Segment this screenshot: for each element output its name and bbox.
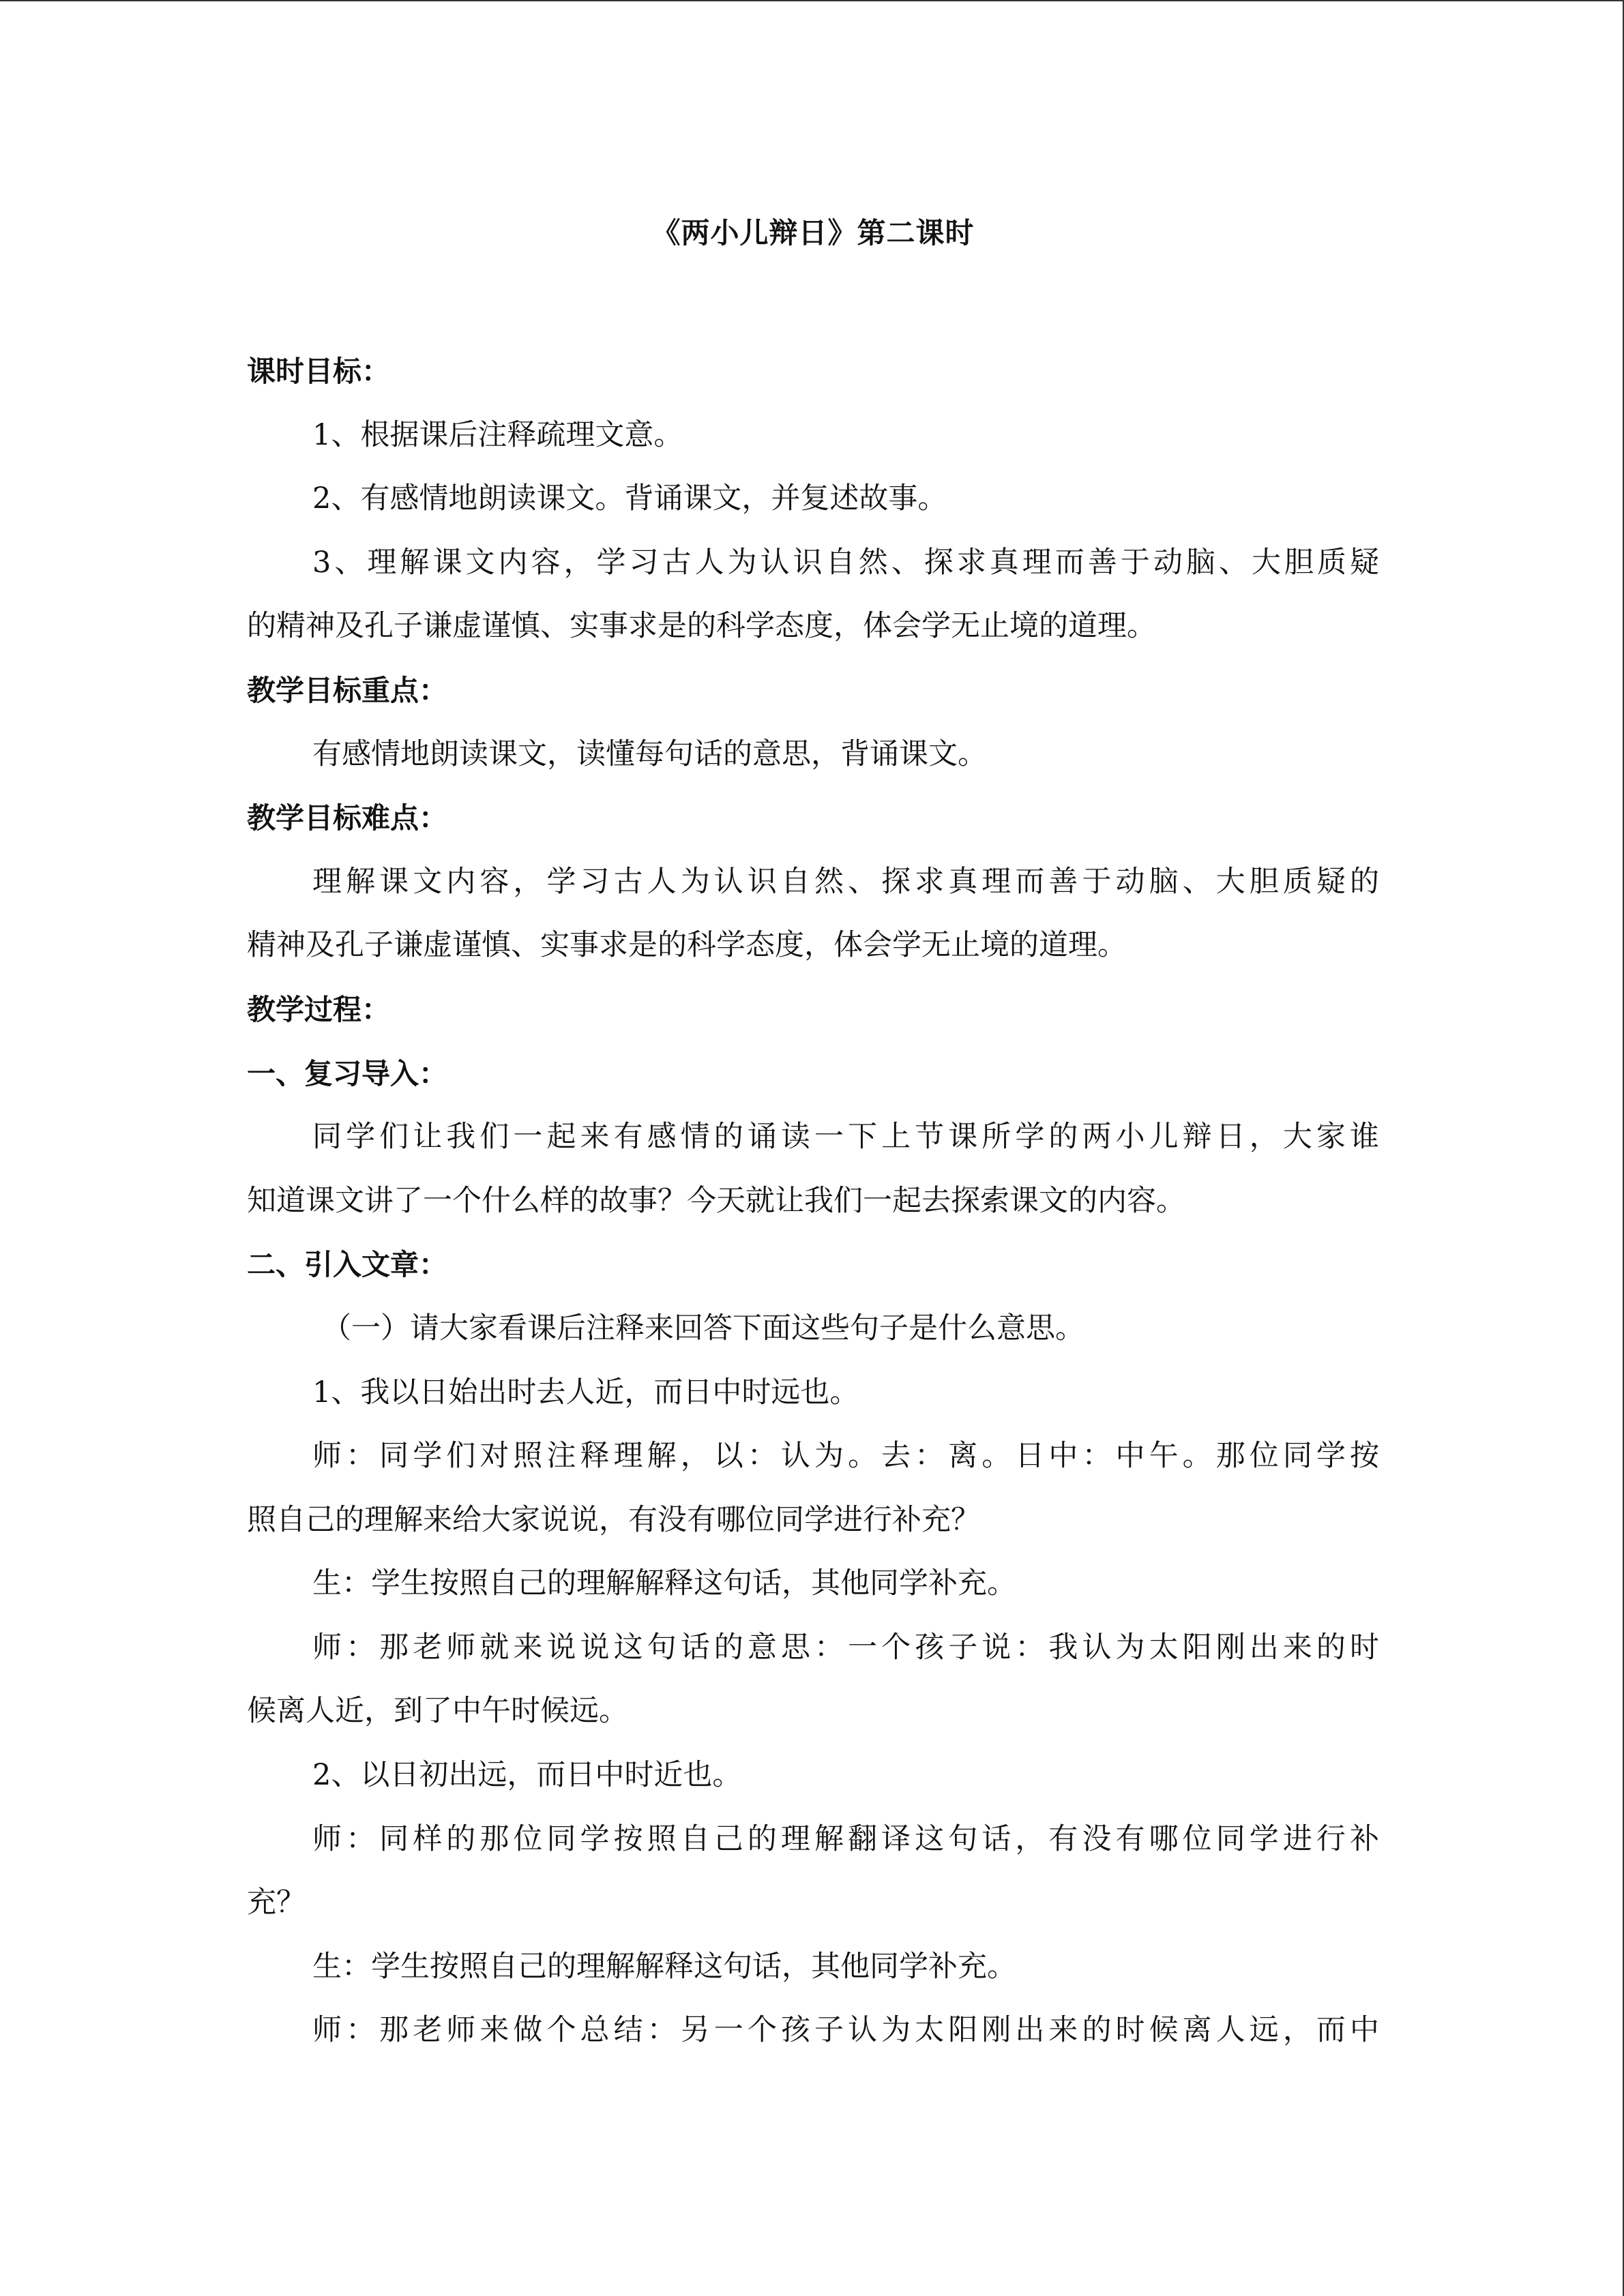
teacher-line-2a: 师：那老师就来说说这句话的意思：一个孩子说：我认为太阳刚出来的时 <box>312 1630 1379 1665</box>
difficulties-line-2: 精神及孔子谦虚谨慎、实事求是的科学态度，体会学无止境的道理。 <box>247 928 1127 963</box>
teacher-line-1a: 师：同学们对照注释理解，以：认为。去：离。日中：中午。那位同学按 <box>312 1439 1379 1474</box>
section-heading-review: 一、复习导入： <box>247 1056 448 1090</box>
section-heading-process: 教学过程： <box>247 992 391 1026</box>
section-heading-key-points: 教学目标重点： <box>247 673 448 707</box>
teacher-line-3b: 充？ <box>247 1885 306 1920</box>
teacher-line-3a: 师：同样的那位同学按照自己的理解翻译这句话，有没有哪位同学进行补 <box>312 1821 1379 1856</box>
section-heading-objectives: 课时目标： <box>247 355 391 388</box>
key-points-text: 有感情地朗读课文，读懂每句话的意思，背诵课文。 <box>312 736 987 771</box>
teacher-line-2b: 候离人近，到了中午时候远。 <box>247 1694 628 1729</box>
objective-3-line-2: 的精神及孔子谦虚谨慎、实事求是的科学态度，体会学无止境的道理。 <box>247 609 1156 644</box>
review-line-1: 同学们让我们一起来有感情的诵读一下上节课所学的两小儿辩日，大家谁 <box>312 1120 1379 1154</box>
sentence-1: 1、我以日始出时去人近，而日中时远也。 <box>312 1375 859 1410</box>
teacher-line-1b: 照自己的理解来给大家说说，有没有哪位同学进行补充？ <box>247 1502 980 1537</box>
student-line-2: 生：学生按照自己的理解解释这句话，其他同学补充。 <box>312 1949 1016 1984</box>
section-heading-introduce: 二、引入文章： <box>247 1248 448 1282</box>
objective-3-line-1: 3、理解课文内容，学习古人为认识自然、探求真理而善于动脑、大胆质疑 <box>312 545 1379 580</box>
difficulties-line-1: 理解课文内容，学习古人为认识自然、探求真理而善于动脑、大胆质疑的 <box>312 864 1379 899</box>
objective-1: 1、根据课后注释疏理文意。 <box>312 417 683 452</box>
sentence-2: 2、以日初出远，而日中时近也。 <box>312 1758 742 1793</box>
page-title: 《两小儿辩日》第二课时 <box>651 216 975 250</box>
subsection-one: （一）请大家看课后注释来回答下面这些句子是什么意思。 <box>322 1311 1084 1345</box>
document-body <box>247 206 1379 2063</box>
review-line-2: 知道课文讲了一个什么样的故事？今天就让我们一起去探索课文的内容。 <box>247 1183 1185 1218</box>
teacher-line-4: 师：那老师来做个总结：另一个孩子认为太阳刚出来的时候离人远，而中 <box>312 2013 1379 2048</box>
student-line-1: 生：学生按照自己的理解解释这句话，其他同学补充。 <box>312 1566 1016 1601</box>
objective-2: 2、有感情地朗读课文。背诵课文，并复述故事。 <box>312 481 947 516</box>
section-heading-difficulties: 教学目标难点： <box>247 801 448 835</box>
